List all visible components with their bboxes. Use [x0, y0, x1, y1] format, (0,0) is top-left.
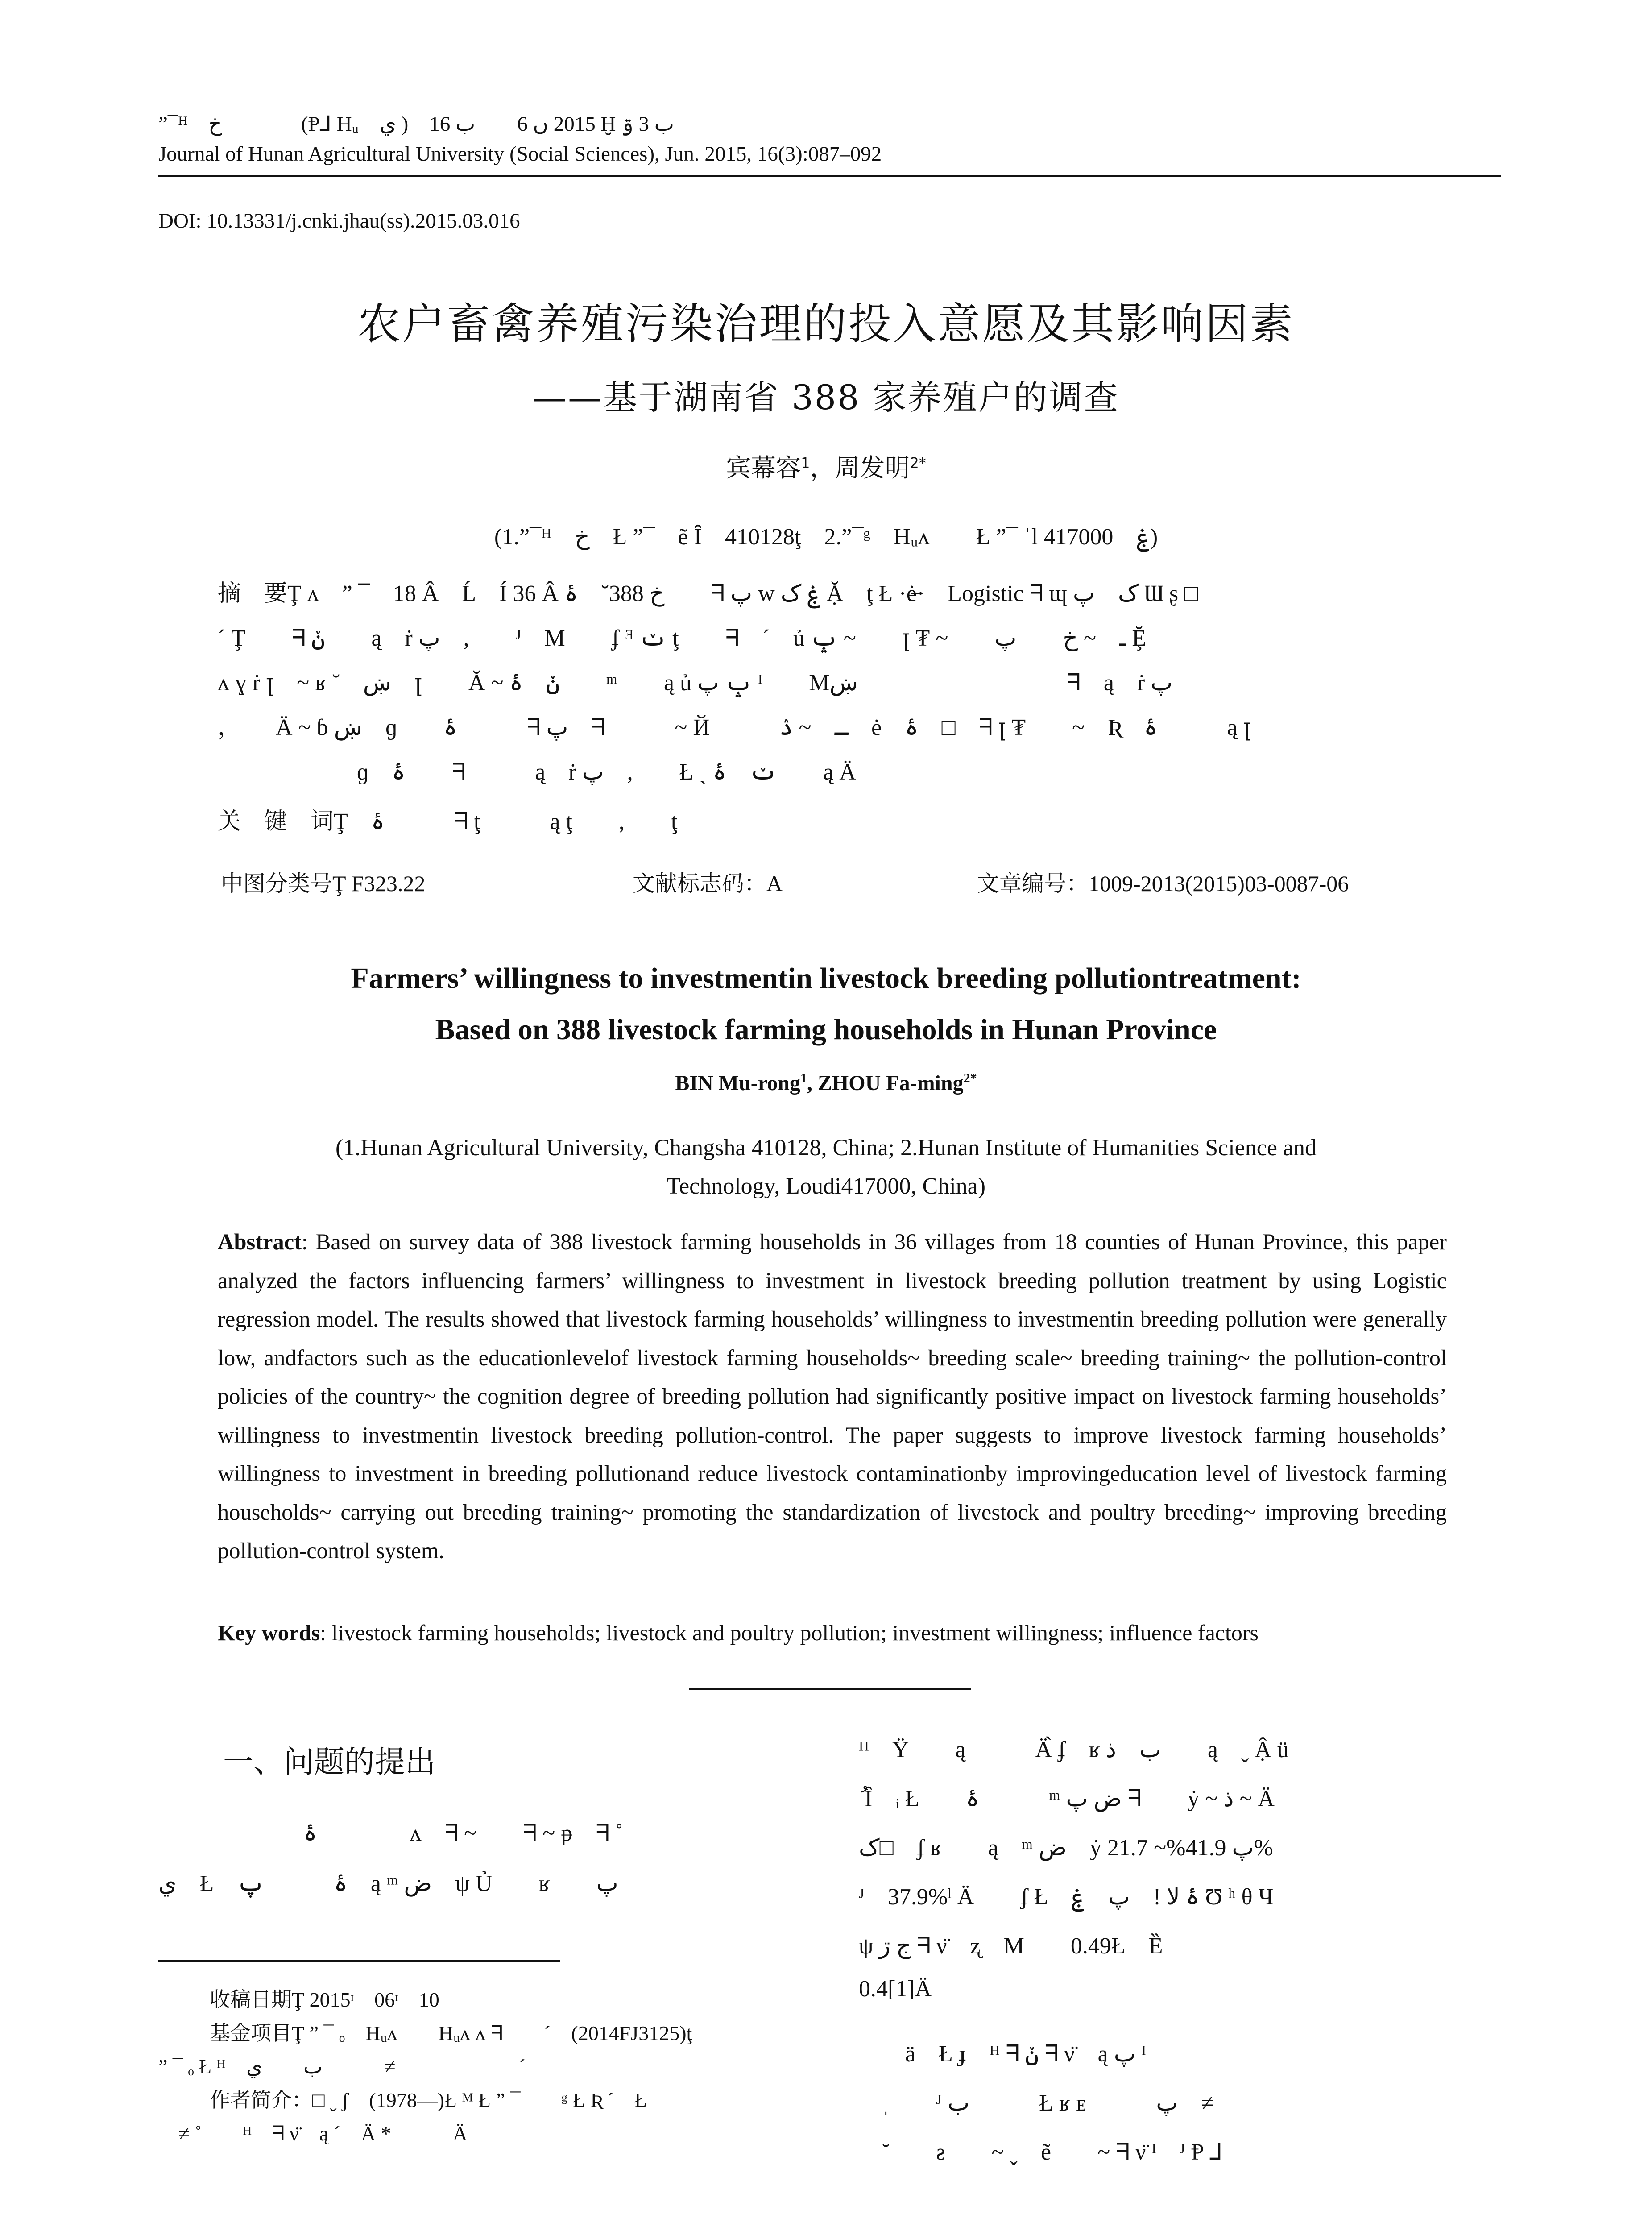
received-value: Ţ 2015ᶦ 06ᶦ 10: [292, 1988, 439, 2011]
body-line-left: ي Ł ۂ پ ą ᵐ ض ψ Ủ ʁ پ: [158, 1871, 618, 1896]
author-separator-cn: ，: [810, 454, 835, 483]
doc-code-label: 文献标志码：: [633, 871, 766, 896]
body-line-right: ᴴ Ÿ ą Ä̀ ʄ ʁ ب ذ ą ˬ Ậ ü: [859, 1737, 1289, 1762]
abstract-cn-line: ， Ä ~ ɓ ښ ɡ ۂ ᖷ پ ᖷ ~ Й ـ ~ ۮ ė ۂ □ ᖷ ꞁ ₮ ~ Ʀ ۂ ą ꞁ: [218, 715, 1251, 740]
section-heading: 一、问题的提出: [223, 1745, 436, 1780]
keywords-en-label: Key words: [218, 1620, 320, 1645]
author1-cn: 宾幕容: [726, 454, 801, 483]
title-en-line1: Farmers’ willingness to investmentin livestock breeding pollutiontreatment:: [351, 962, 1301, 995]
author2-cn-sup: 2*: [910, 454, 926, 472]
body-line-right: ä Ł ɟ ᴴ ᖷ ݩ ᖷ ν̈ ą پ ᴵ: [859, 2041, 1147, 2067]
body-line-right: ˌ ᴶ ب Ł ʁ ᴇ پ ≠: [859, 2090, 1214, 2116]
clc-number: [221, 866, 425, 898]
body-line-right: ˘ ƨ ~ ˬ ẽ ~ ᖷ ν̈ ᴵ ᴶ Ᵽ ⅃: [859, 2140, 1223, 2165]
body-line-left: ۂ ᴧ ᖷ ~ ᖷ ~ ᵽ ᖷ ˚: [303, 1820, 623, 1846]
clc-label: 中图分类号: [221, 871, 332, 896]
footnote-rule: [158, 1960, 560, 1962]
subtitle-cn: ——基于湖南省 388 家养殖户的调查: [533, 377, 1119, 417]
abstract-en: [218, 1223, 1447, 1570]
fund-label: 基金项目: [210, 2021, 292, 2045]
section-separator: [689, 1688, 971, 1690]
abstract-en-text: : Based on survey data of 388 livestock farming households in 36 villages from 18 counties of Hunan Province, this paper analyzed the factors influencing farmers’ willingness to investment in livestock breeding pollution treatment by using Logistic regression model. The results showed that livestock farming households’ willingness to investmentin breeding pollution were generally low, andfactors such as the educationlevelof livestock farming households~ breeding scale~ breeding training~ the pollution-control policies of the country~ the cognition degree of breeding pollution had significantly positive impact on livestock farming households’ willingness to investmentin livestock breeding pollution-control. The paper suggests to improve livestock farming households’ willingness to investment in breeding pollutionand reduce livestock contaminationby improvingeducation level of livestock farming households~ carrying out breeding training~ promoting the standardization of livestock and poultry breeding~ improving breeding pollution-control system.: [218, 1229, 1447, 1563]
body-line-right: 0.4[1]Ä: [859, 1976, 932, 2002]
author-separator-en: ,: [807, 1071, 818, 1095]
doi: DOI: 10.13331/j.cnki.jhau(ss).2015.03.016: [158, 209, 520, 232]
author2-en-sup: 2*: [963, 1071, 977, 1086]
author1-en-sup: 1: [800, 1071, 807, 1086]
affiliation-en: (1.Hunan Agricultural University, Changsha 410128, China; 2.Hunan Institute of Humanities Science and Technology, Loudi417000, China): [335, 1135, 1317, 1199]
abstract-cn-line: ´ Ţ ᖷ ݩ ą ṙ پ , ᴶ M ʄ ᴲ ݖ ţ ᖷ ´ ủ ݒ ~ ꞁ ₮ ~ ـ ~ خ پ Ḝ: [218, 626, 1147, 651]
author2-en: ZHOU Fa-ming: [817, 1071, 964, 1095]
affiliation-cn: (1.”¯ᴴ خ Ł ”¯ ẽ Ȋ 410128ţ 2.”¯ᵍ Hᵤᴧ Ł ”¯ ˈl ۼ 417000): [494, 524, 1158, 550]
journal-header-cn: ”¯ᴴ خ ُ (Ᵽ⅃ Hᵤ ي ) 2015 ں 6 ب 16 Ḫ ب 3 ۊ: [158, 112, 674, 136]
author-info-value: □ ˬ ʃ (1978—)Ł ᴹ Ł ” ¯ ᵍ Ł Ʀ ´ Ł: [312, 2089, 647, 2111]
doc-code-value: A: [766, 871, 783, 896]
authors-en: [0, 1071, 1652, 1095]
keywords-cn: [218, 799, 1449, 844]
author-info-label: 作者简介：: [210, 2088, 312, 2112]
footnote-received: [210, 1983, 439, 2013]
author1-en: BIN Mu-rong: [675, 1071, 800, 1095]
received-label: 收稿日期: [210, 1987, 292, 2011]
authors-cn: [0, 448, 1652, 484]
keywords-en: [218, 1620, 1259, 1646]
author2-cn: 周发明: [835, 454, 910, 483]
title-cn: 农户畜禽养殖污染治理的投入意愿及其影响因素: [357, 299, 1295, 349]
keywords-cn-label: 关 键 词: [218, 808, 334, 835]
abstract-cn-line: 摘 要Ţ ᴧ ” ¯ 18 Â Ĺ Í 36 Â خ 388˘ ۂ ᖷ پ w ۼ ک Ặ ţ Ł ·ė̶· Logistic ᖷ ɰ ک پ Ɯ ʂ □: [218, 580, 1198, 607]
author1-cn-sup: 1: [801, 454, 810, 472]
abstract-en-label: Abstract: [218, 1229, 302, 1254]
footnote-fund: [210, 2017, 692, 2046]
header-rule: [158, 175, 1501, 177]
clc-value: Ţ F323.22: [332, 871, 426, 896]
keywords-cn-text: Ţ ۂ ᖷ ţ ą ţ , ţ: [334, 809, 678, 834]
abstract-cn-label: 摘 要: [218, 580, 288, 607]
footnote-fund-line2: ” ¯ ₒ Ł ᴴ ب ي ≠ ˊ: [158, 2055, 526, 2078]
fund-value: Ţ ” ¯ ₒ Hᵤᴧ Hᵤᴧ ᴧ ᖷ ´ (2014FJ3125)ţ: [292, 2022, 692, 2044]
article-no-label: 文章编号：: [977, 871, 1089, 896]
document-code: [633, 866, 783, 898]
abstract-cn: [218, 571, 1449, 844]
abstract-cn-line: ɡ ۂ ᖷ ą ṙ پ , Ł ˎ ݖ ۂ ą Ä: [218, 759, 856, 785]
body-line-right: ک□ ʄ ʁ ą ᵐ ض ẏ پ 41.9%~ 21.7%: [859, 1835, 1273, 1861]
body-line-right: ψ ج ڗ ᖷ ν̈ ʐ M 0.49Ł Ȅ: [859, 1933, 1163, 1959]
footnote-author-line2: ≠ ˚ ᴴ ᖷ ν̈ ą ´ Ä * Ä: [178, 2122, 468, 2145]
title-en-line2: Based on 388 livestock farming households in Hunan Province: [435, 1013, 1217, 1046]
body-line-right: ᴶ 37.9%ˡ Ä ʄ Ł ۂ ﻻ ! پ ۼ Ʊ ʰ θ Ч: [859, 1884, 1274, 1910]
body-line-right: ُ Ȋ ᵢ Ł ۂ ᵐ ض پ ᖷ ẏ ~ ذ ~ Ä: [859, 1786, 1275, 1812]
footnote-author: [210, 2084, 647, 2113]
abstract-cn-line: ᴧ ɣ ṙ ꞁ ~ ʁ ˘ ښ ꞁ Ă ~ ݩ ۂ ᵐ ą ủ ݒ پ ᴵ Mښ ᖷ ą ṙ پ: [218, 670, 1173, 696]
article-number: [977, 866, 1349, 898]
journal-header-en: Journal of Hunan Agricultural University (Social Sciences), Jun. 2015, 16(3):087–092: [158, 142, 882, 166]
keywords-en-text: : livestock farming households; livestock and poultry pollution; investment willingness; influence factors: [320, 1620, 1259, 1645]
article-no-value: 1009-2013(2015)03-0087-06: [1089, 871, 1349, 896]
